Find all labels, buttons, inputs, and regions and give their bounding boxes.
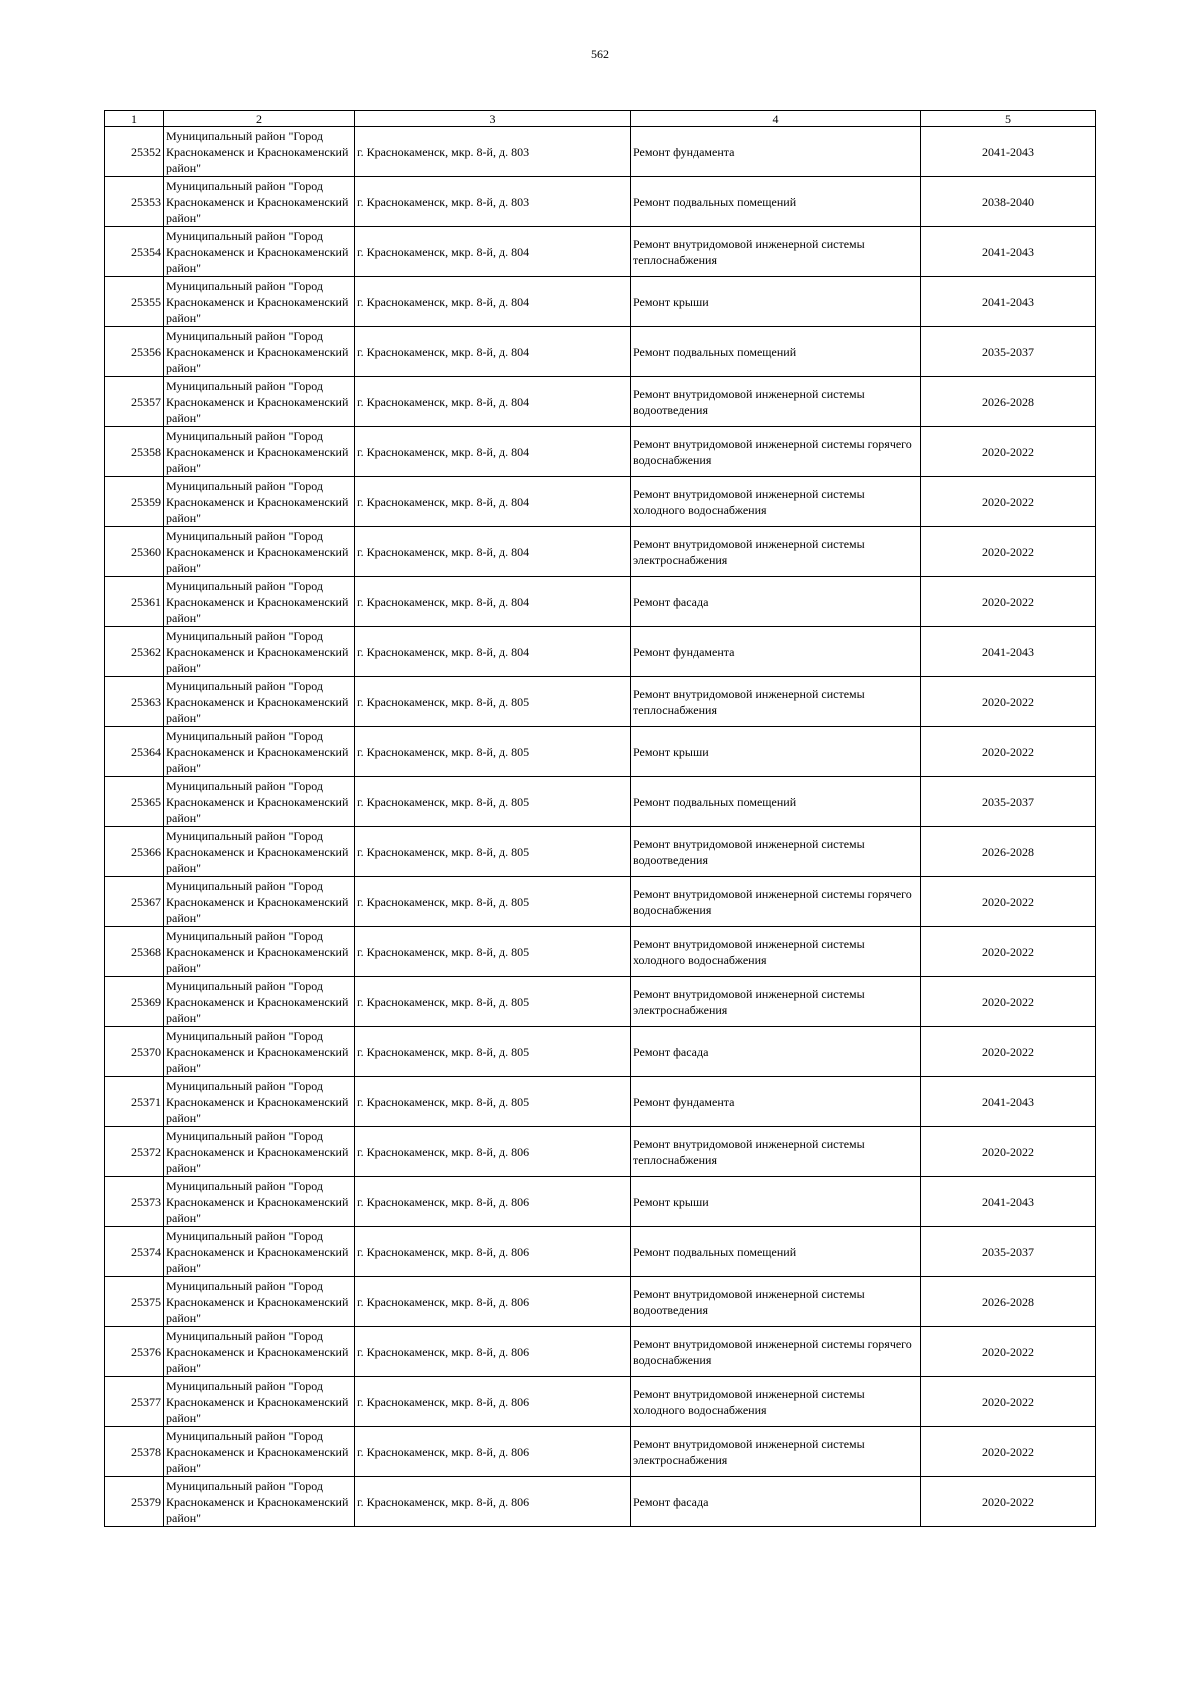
address-cell: г. Краснокаменск, мкр. 8-й, д. 806: [355, 1377, 631, 1427]
work-type-cell: Ремонт крыши: [631, 727, 921, 777]
period-cell: 2020-2022: [921, 1127, 1096, 1177]
municipality-cell: Муниципальный район "Город Краснокаменск и Краснокаменский район": [164, 227, 355, 277]
column-header-1: 1: [105, 111, 164, 127]
row-number: 25354: [105, 227, 164, 277]
work-type-cell: Ремонт внутридомовой инженерной системы водоотведения: [631, 377, 921, 427]
period-cell: 2041-2043: [921, 277, 1096, 327]
work-type-cell: Ремонт подвальных помещений: [631, 777, 921, 827]
table-row: [105, 377, 1096, 427]
address-cell: г. Краснокаменск, мкр. 8-й, д. 804: [355, 627, 631, 677]
table-body: [105, 127, 1096, 1527]
row-number: 25361: [105, 577, 164, 627]
table-row: [105, 877, 1096, 927]
table-row: [105, 1327, 1096, 1377]
municipality-cell: Муниципальный район "Город Краснокаменск и Краснокаменский район": [164, 1277, 355, 1327]
period-cell: 2038-2040: [921, 177, 1096, 227]
address-cell: г. Краснокаменск, мкр. 8-й, д. 805: [355, 927, 631, 977]
row-number: 25358: [105, 427, 164, 477]
table-row: [105, 1077, 1096, 1127]
period-cell: 2020-2022: [921, 1027, 1096, 1077]
row-number: 25360: [105, 527, 164, 577]
row-number: 25377: [105, 1377, 164, 1427]
municipality-cell: Муниципальный район "Город Краснокаменск и Краснокаменский район": [164, 977, 355, 1027]
address-cell: г. Краснокаменск, мкр. 8-й, д. 804: [355, 227, 631, 277]
page-number: 562: [591, 47, 609, 61]
period-cell: 2020-2022: [921, 977, 1096, 1027]
table-row: [105, 827, 1096, 877]
work-type-cell: Ремонт внутридомовой инженерной системы холодного водоснабжения: [631, 1377, 921, 1427]
work-type-cell: Ремонт крыши: [631, 1177, 921, 1227]
table-row: [105, 277, 1096, 327]
municipality-cell: Муниципальный район "Город Краснокаменск и Краснокаменский район": [164, 1227, 355, 1277]
period-cell: 2020-2022: [921, 1427, 1096, 1477]
municipality-cell: Муниципальный район "Город Краснокаменск и Краснокаменский район": [164, 577, 355, 627]
table-row: [105, 127, 1096, 177]
table-row: [105, 1377, 1096, 1427]
work-type-cell: Ремонт фундамента: [631, 127, 921, 177]
address-cell: г. Краснокаменск, мкр. 8-й, д. 805: [355, 877, 631, 927]
row-number: 25373: [105, 1177, 164, 1227]
work-type-cell: Ремонт подвальных помещений: [631, 177, 921, 227]
address-cell: г. Краснокаменск, мкр. 8-й, д. 804: [355, 427, 631, 477]
row-number: 25369: [105, 977, 164, 1027]
address-cell: г. Краснокаменск, мкр. 8-й, д. 806: [355, 1177, 631, 1227]
municipality-cell: Муниципальный район "Город Краснокаменск и Краснокаменский район": [164, 527, 355, 577]
column-header-3: 3: [355, 111, 631, 127]
row-number: 25368: [105, 927, 164, 977]
address-cell: г. Краснокаменск, мкр. 8-й, д. 806: [355, 1127, 631, 1177]
municipality-cell: Муниципальный район "Город Краснокаменск и Краснокаменский район": [164, 1177, 355, 1227]
header-row: [105, 111, 1096, 127]
row-number: 25363: [105, 677, 164, 727]
address-cell: г. Краснокаменск, мкр. 8-й, д. 806: [355, 1277, 631, 1327]
address-cell: г. Краснокаменск, мкр. 8-й, д. 805: [355, 727, 631, 777]
row-number: 25365: [105, 777, 164, 827]
repair-schedule-table: [104, 110, 1096, 1527]
period-cell: 2020-2022: [921, 677, 1096, 727]
table-row: [105, 1477, 1096, 1527]
municipality-cell: Муниципальный район "Город Краснокаменск и Краснокаменский район": [164, 327, 355, 377]
address-cell: г. Краснокаменск, мкр. 8-й, д. 805: [355, 777, 631, 827]
municipality-cell: Муниципальный район "Город Краснокаменск и Краснокаменский район": [164, 177, 355, 227]
work-type-cell: Ремонт внутридомовой инженерной системы теплоснабжения: [631, 227, 921, 277]
address-cell: г. Краснокаменск, мкр. 8-й, д. 806: [355, 1477, 631, 1527]
column-header-5: 5: [921, 111, 1096, 127]
work-type-cell: Ремонт фасада: [631, 1027, 921, 1077]
municipality-cell: Муниципальный район "Город Краснокаменск и Краснокаменский район": [164, 277, 355, 327]
row-number: 25356: [105, 327, 164, 377]
period-cell: 2020-2022: [921, 1377, 1096, 1427]
municipality-cell: Муниципальный район "Город Краснокаменск и Краснокаменский район": [164, 727, 355, 777]
table-row: [105, 327, 1096, 377]
table-row: [105, 227, 1096, 277]
work-type-cell: Ремонт внутридомовой инженерной системы электроснабжения: [631, 527, 921, 577]
work-type-cell: Ремонт подвальных помещений: [631, 1227, 921, 1277]
row-number: 25352: [105, 127, 164, 177]
table-row: [105, 477, 1096, 527]
period-cell: 2026-2028: [921, 377, 1096, 427]
work-type-cell: Ремонт внутридомовой инженерной системы горячего водоснабжения: [631, 877, 921, 927]
work-type-cell: Ремонт внутридомовой инженерной системы электроснабжения: [631, 977, 921, 1027]
table-row: [105, 977, 1096, 1027]
row-number: 25379: [105, 1477, 164, 1527]
address-cell: г. Краснокаменск, мкр. 8-й, д. 804: [355, 377, 631, 427]
row-number: 25367: [105, 877, 164, 927]
table-row: [105, 677, 1096, 727]
work-type-cell: Ремонт фасада: [631, 577, 921, 627]
work-type-cell: Ремонт фасада: [631, 1477, 921, 1527]
row-number: 25359: [105, 477, 164, 527]
period-cell: 2035-2037: [921, 777, 1096, 827]
row-number: 25364: [105, 727, 164, 777]
address-cell: г. Краснокаменск, мкр. 8-й, д. 805: [355, 1027, 631, 1077]
table-row: [105, 1027, 1096, 1077]
address-cell: г. Краснокаменск, мкр. 8-й, д. 804: [355, 277, 631, 327]
table-row: [105, 527, 1096, 577]
municipality-cell: Муниципальный район "Город Краснокаменск и Краснокаменский район": [164, 827, 355, 877]
table-row: [105, 627, 1096, 677]
row-number: 25374: [105, 1227, 164, 1277]
period-cell: 2026-2028: [921, 827, 1096, 877]
row-number: 25370: [105, 1027, 164, 1077]
municipality-cell: Муниципальный район "Город Краснокаменск и Краснокаменский район": [164, 1377, 355, 1427]
work-type-cell: Ремонт внутридомовой инженерной системы горячего водоснабжения: [631, 1327, 921, 1377]
municipality-cell: Муниципальный район "Город Краснокаменск и Краснокаменский район": [164, 1477, 355, 1527]
row-number: 25376: [105, 1327, 164, 1377]
period-cell: 2020-2022: [921, 1327, 1096, 1377]
row-number: 25371: [105, 1077, 164, 1127]
municipality-cell: Муниципальный район "Город Краснокаменск и Краснокаменский район": [164, 1127, 355, 1177]
row-number: 25372: [105, 1127, 164, 1177]
column-header-4: 4: [631, 111, 921, 127]
table-row: [105, 177, 1096, 227]
work-type-cell: Ремонт фундамента: [631, 1077, 921, 1127]
period-cell: 2020-2022: [921, 877, 1096, 927]
period-cell: 2026-2028: [921, 1277, 1096, 1327]
period-cell: 2020-2022: [921, 577, 1096, 627]
table-row: [105, 427, 1096, 477]
table-row: [105, 1227, 1096, 1277]
table-row: [105, 1177, 1096, 1227]
period-cell: 2035-2037: [921, 327, 1096, 377]
municipality-cell: Муниципальный район "Город Краснокаменск и Краснокаменский район": [164, 927, 355, 977]
table-row: [105, 1427, 1096, 1477]
municipality-cell: Муниципальный район "Город Краснокаменск и Краснокаменский район": [164, 427, 355, 477]
table-row: [105, 927, 1096, 977]
period-cell: 2020-2022: [921, 527, 1096, 577]
row-number: 25362: [105, 627, 164, 677]
period-cell: 2020-2022: [921, 1477, 1096, 1527]
municipality-cell: Муниципальный район "Город Краснокаменск и Краснокаменский район": [164, 777, 355, 827]
address-cell: г. Краснокаменск, мкр. 8-й, д. 805: [355, 1077, 631, 1127]
work-type-cell: Ремонт внутридомовой инженерной системы теплоснабжения: [631, 677, 921, 727]
table-row: [105, 1277, 1096, 1327]
row-number: 25353: [105, 177, 164, 227]
period-cell: 2020-2022: [921, 727, 1096, 777]
work-type-cell: Ремонт внутридомовой инженерной системы электроснабжения: [631, 1427, 921, 1477]
period-cell: 2041-2043: [921, 1177, 1096, 1227]
period-cell: 2035-2037: [921, 1227, 1096, 1277]
municipality-cell: Муниципальный район "Город Краснокаменск и Краснокаменский район": [164, 377, 355, 427]
address-cell: г. Краснокаменск, мкр. 8-й, д. 803: [355, 127, 631, 177]
address-cell: г. Краснокаменск, мкр. 8-й, д. 804: [355, 527, 631, 577]
work-type-cell: Ремонт внутридомовой инженерной системы теплоснабжения: [631, 1127, 921, 1177]
work-type-cell: Ремонт подвальных помещений: [631, 327, 921, 377]
municipality-cell: Муниципальный район "Город Краснокаменск и Краснокаменский район": [164, 477, 355, 527]
period-cell: 2041-2043: [921, 627, 1096, 677]
period-cell: 2041-2043: [921, 227, 1096, 277]
municipality-cell: Муниципальный район "Город Краснокаменск и Краснокаменский район": [164, 1027, 355, 1077]
period-cell: 2041-2043: [921, 1077, 1096, 1127]
address-cell: г. Краснокаменск, мкр. 8-й, д. 804: [355, 477, 631, 527]
municipality-cell: Муниципальный район "Город Краснокаменск и Краснокаменский район": [164, 627, 355, 677]
table-row: [105, 1127, 1096, 1177]
address-cell: г. Краснокаменск, мкр. 8-й, д. 806: [355, 1227, 631, 1277]
period-cell: 2020-2022: [921, 427, 1096, 477]
period-cell: 2020-2022: [921, 477, 1096, 527]
work-type-cell: Ремонт внутридомовой инженерной системы водоотведения: [631, 827, 921, 877]
work-type-cell: Ремонт внутридомовой инженерной системы водоотведения: [631, 1277, 921, 1327]
period-cell: 2041-2043: [921, 127, 1096, 177]
address-cell: г. Краснокаменск, мкр. 8-й, д. 806: [355, 1427, 631, 1477]
table-row: [105, 777, 1096, 827]
municipality-cell: Муниципальный район "Город Краснокаменск и Краснокаменский район": [164, 1077, 355, 1127]
table-row: [105, 727, 1096, 777]
row-number: 25378: [105, 1427, 164, 1477]
row-number: 25357: [105, 377, 164, 427]
address-cell: г. Краснокаменск, мкр. 8-й, д. 804: [355, 577, 631, 627]
work-type-cell: Ремонт фундамента: [631, 627, 921, 677]
municipality-cell: Муниципальный район "Город Краснокаменск и Краснокаменский район": [164, 1427, 355, 1477]
address-cell: г. Краснокаменск, мкр. 8-й, д. 805: [355, 677, 631, 727]
column-header-2: 2: [164, 111, 355, 127]
period-cell: 2020-2022: [921, 927, 1096, 977]
row-number: 25355: [105, 277, 164, 327]
municipality-cell: Муниципальный район "Город Краснокаменск и Краснокаменский район": [164, 677, 355, 727]
work-type-cell: Ремонт внутридомовой инженерной системы горячего водоснабжения: [631, 427, 921, 477]
municipality-cell: Муниципальный район "Город Краснокаменск и Краснокаменский район": [164, 1327, 355, 1377]
address-cell: г. Краснокаменск, мкр. 8-й, д. 805: [355, 827, 631, 877]
address-cell: г. Краснокаменск, мкр. 8-й, д. 804: [355, 327, 631, 377]
table-header: [105, 111, 1096, 127]
address-cell: г. Краснокаменск, мкр. 8-й, д. 806: [355, 1327, 631, 1377]
row-number: 25366: [105, 827, 164, 877]
work-type-cell: Ремонт внутридомовой инженерной системы холодного водоснабжения: [631, 477, 921, 527]
address-cell: г. Краснокаменск, мкр. 8-й, д. 805: [355, 977, 631, 1027]
municipality-cell: Муниципальный район "Город Краснокаменск и Краснокаменский район": [164, 127, 355, 177]
table-row: [105, 577, 1096, 627]
work-type-cell: Ремонт внутридомовой инженерной системы холодного водоснабжения: [631, 927, 921, 977]
municipality-cell: Муниципальный район "Город Краснокаменск и Краснокаменский район": [164, 877, 355, 927]
row-number: 25375: [105, 1277, 164, 1327]
work-type-cell: Ремонт крыши: [631, 277, 921, 327]
address-cell: г. Краснокаменск, мкр. 8-й, д. 803: [355, 177, 631, 227]
